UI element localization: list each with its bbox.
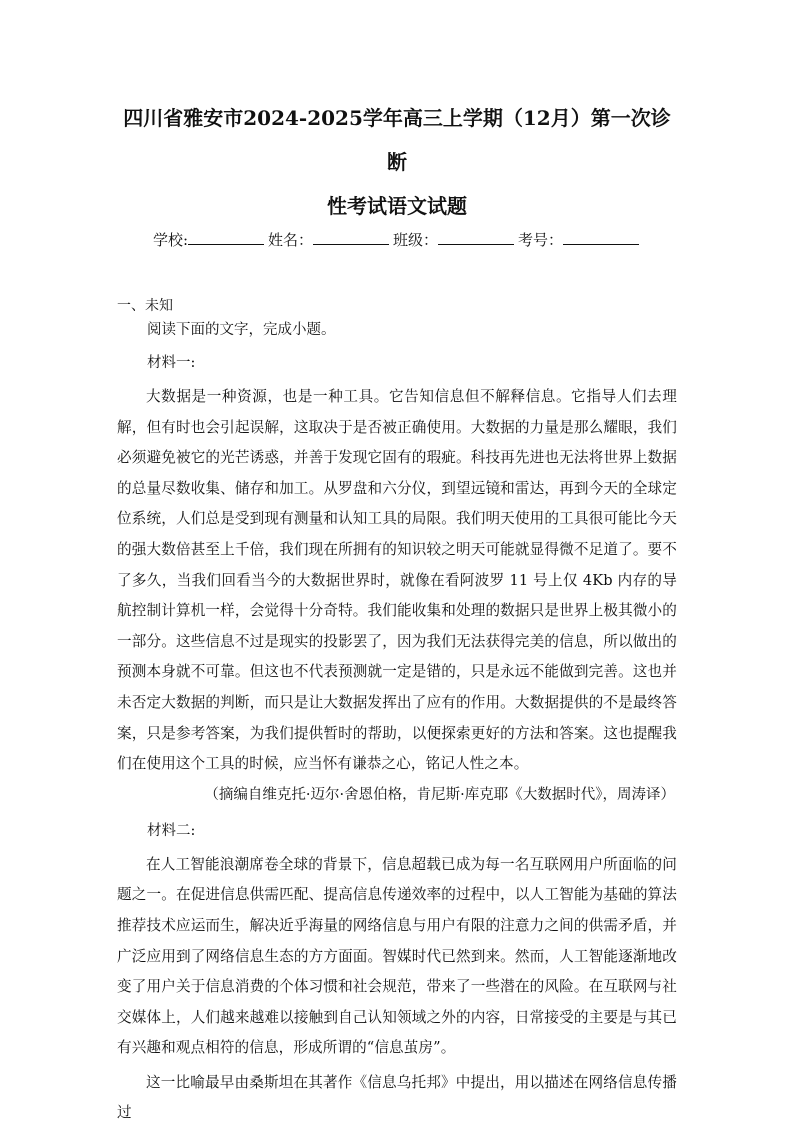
name-blank[interactable] [313, 228, 389, 245]
school-field [153, 228, 266, 252]
name-label: 姓名： [268, 231, 314, 249]
school-blank[interactable] [188, 228, 264, 245]
exam-number-blank[interactable] [563, 228, 639, 245]
material-2-paragraph-1: 在人工智能浪潮席卷全球的背景下，信息超载已成为每一名互联网用户所面临的问题之一。在促进信息供需匹配、提高信息传递效率的过程中，以人工智能为基础的算法推荐技术应运而生，解决近乎海量的网络信息与用户有限的注意力之间的供需矛盾，并广泛应用到了网络信息生态的方方面面。智媒时代已然到来。然而，人工智能逐渐地改变了用户关于信息消费的个体习惯和社会规范，带来了一些潜在的风险。在互联网与社交媒体上，人们越来越难以接触到自己认知领域之外的内容，日常接受的主要是与其已有兴趣和观点相符的信息，形成所谓的“信息茧房”。 [117, 855, 677, 1057]
class-label: 班级： [393, 231, 439, 249]
exam-number-field [518, 228, 641, 252]
student-info-row [117, 228, 677, 252]
page-title [117, 96, 677, 228]
exam-number-label: 考号： [518, 231, 564, 249]
material-1-label: 材料一: [147, 355, 196, 371]
class-blank[interactable] [438, 228, 514, 245]
class-field [393, 228, 516, 252]
school-label: 学校: [152, 231, 188, 249]
material-2-label: 材料二: [147, 822, 196, 839]
material-1-text: 大数据是一种资源，也是一种工具。它告知信息但不解释信息。它指导人们去理解，但有时也会引起误解，这取决于是否被正确使用。大数据的力量是那么耀眼，我们必须避免被它的光芒诱惑，并善于发现它固有的瑕疵。科技再先进也无法将世界上数据的总量尽数收集、储存和加工。从罗盘和六分仪，到望远镜和雷达，再到今天的全球定位系统，人们总是受到现有测量和认知工具的局限。我们明天使用的工具很可能比今天的强大数倍甚至上千倍，我们现在所拥有的知识较之明天可能就显得微不足道了。要不了多久，当我们回看当今的大数据世界时，就像在看阿波罗 11 号上仅 4Kb 内存的导航控制计算机一样，会觉得十分奇特。我们能收集和处理的数据只是世界上极其微小的一部分。这些信息不过是现实的投影罢了，因为我们无法获得完美的信息，所以做出的预测本身就不可靠。但这也不代表预测就一定是错的，只是永远不能做到完善。这也并未否定大数据的判断，而只是让大数据发挥出了应有的作用。大数据提供的不是最终答案，只是参考答案，为我们提供暂时的帮助，以便探索更好的方法和答案。这也提醒我们在使用这个工具的时候，应当怀有谦恭之心，铭记人性之本。 [117, 388, 677, 773]
material-1-source: （摘编自维克托·迈尔·舍恩伯格，肯尼斯·库克耶《大数据时代》，周涛译） [204, 786, 675, 803]
instruction-text: 阅读下面的文字，完成小题。 [147, 322, 336, 338]
material-2-paragraph-2: 这一比喻最早由桑斯坦在其著作《信息乌托邦》中提出，用以描述在网络信息传播过 [117, 1073, 677, 1122]
section-heading: 一、未知 [117, 298, 173, 314]
title-line-1: 四川省雅安市2024-2025学年高三上学期（12月）第一次诊断 [123, 106, 671, 174]
title-line-2: 性考试语文试题 [327, 194, 467, 218]
name-field [268, 228, 391, 252]
